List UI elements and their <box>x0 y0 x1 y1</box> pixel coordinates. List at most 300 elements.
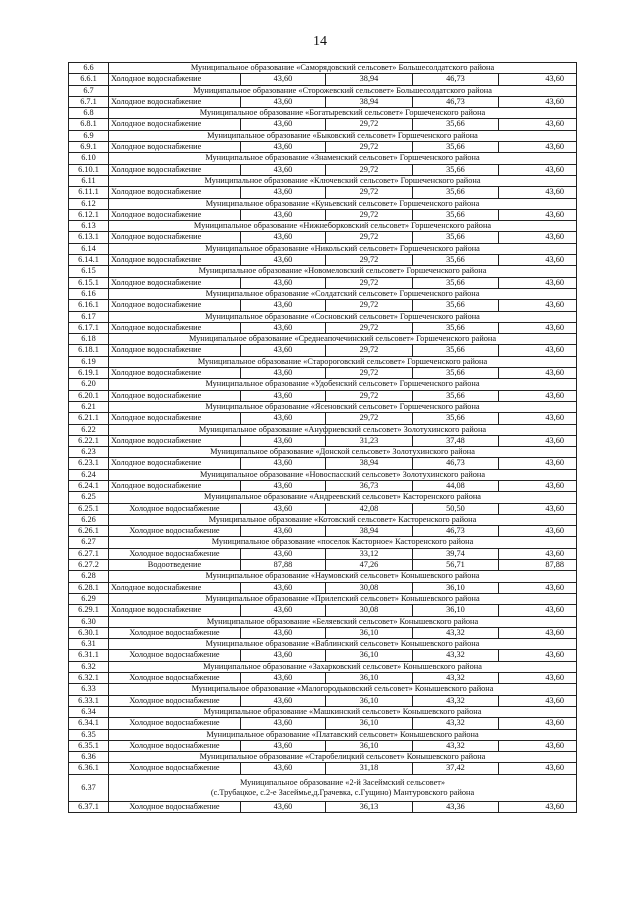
tariff-value: 43,60 <box>241 503 326 514</box>
tariff-value: 37,42 <box>413 763 499 774</box>
tariff-value: 43,60 <box>499 526 577 537</box>
service-name: Холодное водоснабжение <box>109 209 241 220</box>
service-name: Холодное водоснабжение <box>109 435 241 446</box>
service-row <box>69 300 577 311</box>
service-name: Холодное водоснабжение <box>109 142 241 153</box>
tariff-value: 35,66 <box>413 368 499 379</box>
tariff-value: 43,60 <box>241 164 326 175</box>
tariff-value: 38,94 <box>326 458 413 469</box>
tariff-value: 35,66 <box>413 164 499 175</box>
municipality-name: Муниципальное образование «Среднеапочечинский сельсовет» Горшеченского района <box>109 334 577 345</box>
municipality-name: Муниципальное образование «Новоспасский сельсовет» Золотухинского района <box>109 469 577 480</box>
municipality-name: Муниципальное образование «Платавский сельсовет» Конышевского района <box>109 729 577 740</box>
tariff-value: 43,60 <box>499 345 577 356</box>
tariff-value: 47,26 <box>326 560 413 571</box>
tariff-value: 43,60 <box>499 96 577 107</box>
row-number: 6.17.1 <box>69 322 109 333</box>
municipality-row <box>69 243 577 254</box>
service-name: Холодное водоснабжение <box>109 503 241 514</box>
municipality-row <box>69 684 577 695</box>
service-row <box>69 232 577 243</box>
tariff-value: 43,60 <box>499 255 577 266</box>
tariff-value: 43,60 <box>241 255 326 266</box>
municipality-row <box>69 469 577 480</box>
row-number: 6.6 <box>69 63 109 74</box>
tariff-value: 43,60 <box>499 435 577 446</box>
tariff-table-body <box>69 63 577 813</box>
municipality-name: Муниципальное образование «Знаменский сельсовет» Горшеченского района <box>109 153 577 164</box>
municipality-name: Муниципальное образование «Быковский сельсовет» Горшеченского района <box>109 130 577 141</box>
tariff-value: 35,66 <box>413 119 499 130</box>
service-name: Холодное водоснабжение <box>109 232 241 243</box>
service-name: Холодное водоснабжение <box>109 277 241 288</box>
service-row <box>69 801 577 812</box>
service-row <box>69 164 577 175</box>
tariff-value: 43,60 <box>241 605 326 616</box>
municipality-row <box>69 379 577 390</box>
service-name: Холодное водоснабжение <box>109 96 241 107</box>
municipality-name: Муниципальное образование «Богатыревский сельсовет» Горшеченского района <box>109 108 577 119</box>
tariff-value: 43,60 <box>499 368 577 379</box>
tariff-value: 43,60 <box>499 740 577 751</box>
tariff-value: 38,94 <box>326 526 413 537</box>
tariff-value: 43,60 <box>241 526 326 537</box>
service-name: Холодное водоснабжение <box>109 740 241 751</box>
municipality-name: Муниципальное образование «Малогородьковский сельсовет» Конышевского района <box>109 684 577 695</box>
tariff-value: 43,60 <box>499 458 577 469</box>
tariff-value: 43,32 <box>413 650 499 661</box>
municipality-name: Муниципальное образование «Беляевский сельсовет» Конышевского района <box>109 616 577 627</box>
row-number: 6.12 <box>69 198 109 209</box>
tariff-value: 43,60 <box>241 673 326 684</box>
tariff-value: 36,13 <box>326 801 413 812</box>
row-number: 6.26.1 <box>69 526 109 537</box>
municipality-row <box>69 153 577 164</box>
tariff-value: 43,60 <box>241 801 326 812</box>
municipality-name: Муниципальное образование «Прилепский сельсовет» Конышевского района <box>109 593 577 604</box>
tariff-value: 36,10 <box>413 582 499 593</box>
municipality-name: Муниципальное образование «Андреевский сельсовет» Касторенского района <box>109 492 577 503</box>
service-row <box>69 119 577 130</box>
row-number: 6.24 <box>69 469 109 480</box>
tariff-value: 36,10 <box>326 718 413 729</box>
tariff-value: 39,74 <box>413 548 499 559</box>
service-row <box>69 277 577 288</box>
row-number: 6.29 <box>69 593 109 604</box>
row-number: 6.18.1 <box>69 345 109 356</box>
row-number: 6.33.1 <box>69 695 109 706</box>
tariff-value: 43,60 <box>241 763 326 774</box>
tariff-value: 33,12 <box>326 548 413 559</box>
service-name: Холодное водоснабжение <box>109 650 241 661</box>
municipality-row <box>69 175 577 186</box>
tariff-value: 43,36 <box>413 801 499 812</box>
tariff-value: 43,60 <box>499 627 577 638</box>
tariff-value: 38,94 <box>326 96 413 107</box>
tariff-value: 87,88 <box>499 560 577 571</box>
municipality-row <box>69 571 577 582</box>
municipality-row <box>69 130 577 141</box>
row-number: 6.7.1 <box>69 96 109 107</box>
tariff-value: 43,60 <box>241 277 326 288</box>
tariff-value: 29,72 <box>326 413 413 424</box>
tariff-value: 43,60 <box>499 164 577 175</box>
row-number: 6.15.1 <box>69 277 109 288</box>
tariff-value: 43,32 <box>413 740 499 751</box>
municipality-name: Муниципальное образование «поселок Касторное» Касторенского района <box>109 537 577 548</box>
service-name: Холодное водоснабжение <box>109 390 241 401</box>
tariff-value: 31,23 <box>326 435 413 446</box>
municipality-row <box>69 401 577 412</box>
municipality-row <box>69 356 577 367</box>
tariff-value: 43,60 <box>241 435 326 446</box>
tariff-value: 43,32 <box>413 673 499 684</box>
tariff-value: 44,08 <box>413 480 499 491</box>
service-name: Холодное водоснабжение <box>109 187 241 198</box>
tariff-value: 29,72 <box>326 119 413 130</box>
service-name: Холодное водоснабжение <box>109 718 241 729</box>
row-number: 6.27.1 <box>69 548 109 559</box>
municipality-name: Муниципальное образование «Старороговский сельсовет» Горшеченского района <box>109 356 577 367</box>
service-row <box>69 503 577 514</box>
municipality-row <box>69 537 577 548</box>
municipality-row <box>69 63 577 74</box>
row-number: 6.20 <box>69 379 109 390</box>
tariff-value: 43,60 <box>241 548 326 559</box>
tariff-value: 43,60 <box>499 74 577 85</box>
tariff-value: 29,72 <box>326 277 413 288</box>
service-row <box>69 74 577 85</box>
municipality-row <box>69 221 577 232</box>
tariff-value: 43,60 <box>499 322 577 333</box>
tariff-value: 87,88 <box>241 560 326 571</box>
municipality-name: Муниципальное образование «Машкинский сельсовет» Конышевского района <box>109 706 577 717</box>
service-name: Холодное водоснабжение <box>109 164 241 175</box>
tariff-value: 43,60 <box>499 390 577 401</box>
tariff-value: 37,48 <box>413 435 499 446</box>
municipality-name: Муниципальное образование «Захарковский сельсовет» Конышевского района <box>109 661 577 672</box>
tariff-value: 29,72 <box>326 142 413 153</box>
tariff-value: 43,32 <box>413 718 499 729</box>
municipality-row <box>69 774 577 801</box>
tariff-value: 29,72 <box>326 187 413 198</box>
row-number: 6.22.1 <box>69 435 109 446</box>
municipality-row <box>69 334 577 345</box>
row-number: 6.6.1 <box>69 74 109 85</box>
municipality-name: Муниципальное образование «Донской сельсовет» Золотухинского района <box>109 447 577 458</box>
row-number: 6.30 <box>69 616 109 627</box>
tariff-value: 43,60 <box>499 277 577 288</box>
row-number: 6.37.1 <box>69 801 109 812</box>
row-number: 6.30.1 <box>69 627 109 638</box>
row-number: 6.25 <box>69 492 109 503</box>
service-name: Холодное водоснабжение <box>109 74 241 85</box>
row-number: 6.35 <box>69 729 109 740</box>
row-number: 6.14.1 <box>69 255 109 266</box>
service-row <box>69 582 577 593</box>
tariff-value: 43,60 <box>499 605 577 616</box>
municipality-row <box>69 639 577 650</box>
service-row <box>69 142 577 153</box>
tariff-value: 29,72 <box>326 390 413 401</box>
service-name: Холодное водоснабжение <box>109 526 241 537</box>
service-name: Холодное водоснабжение <box>109 605 241 616</box>
tariff-value: 43,60 <box>499 650 577 661</box>
row-number: 6.8 <box>69 108 109 119</box>
municipality-row <box>69 514 577 525</box>
tariff-value: 43,60 <box>499 413 577 424</box>
service-row <box>69 763 577 774</box>
tariff-value: 35,66 <box>413 322 499 333</box>
service-name: Холодное водоснабжение <box>109 763 241 774</box>
municipality-row <box>69 198 577 209</box>
tariff-value: 43,60 <box>241 740 326 751</box>
row-number: 6.29.1 <box>69 605 109 616</box>
row-number: 6.10.1 <box>69 164 109 175</box>
municipality-name-line2: (с.Трубацкое, с.2-е Засеймье,д.Грачевка, с.Гущино) Мантуровского района <box>210 787 475 797</box>
row-number: 6.8.1 <box>69 119 109 130</box>
municipality-row <box>69 593 577 604</box>
tariff-value: 43,60 <box>241 582 326 593</box>
row-number: 6.9.1 <box>69 142 109 153</box>
municipality-row <box>69 447 577 458</box>
tariff-value: 29,72 <box>326 164 413 175</box>
tariff-value: 43,60 <box>499 801 577 812</box>
service-name: Холодное водоснабжение <box>109 673 241 684</box>
tariff-table <box>68 62 577 813</box>
row-number: 6.33 <box>69 684 109 695</box>
tariff-value: 43,60 <box>241 413 326 424</box>
tariff-value: 43,60 <box>499 582 577 593</box>
tariff-value: 43,60 <box>241 119 326 130</box>
tariff-value: 43,60 <box>499 503 577 514</box>
tariff-value: 42,08 <box>326 503 413 514</box>
service-row <box>69 627 577 638</box>
row-number: 6.23.1 <box>69 458 109 469</box>
tariff-value: 43,60 <box>241 232 326 243</box>
tariff-value: 35,66 <box>413 209 499 220</box>
service-row <box>69 435 577 446</box>
municipality-name: Муниципальное образование «Куньевский сельсовет» Горшеченского района <box>109 198 577 209</box>
tariff-value: 29,72 <box>326 322 413 333</box>
municipality-row <box>69 752 577 763</box>
service-row <box>69 548 577 559</box>
row-number: 6.32 <box>69 661 109 672</box>
service-name: Холодное водоснабжение <box>109 695 241 706</box>
municipality-row <box>69 85 577 96</box>
row-number: 6.7 <box>69 85 109 96</box>
tariff-value: 30,08 <box>326 605 413 616</box>
tariff-value: 46,73 <box>413 96 499 107</box>
tariff-value: 43,60 <box>499 300 577 311</box>
service-row <box>69 480 577 491</box>
tariff-value: 36,10 <box>326 627 413 638</box>
service-name: Холодное водоснабжение <box>109 368 241 379</box>
row-number: 6.35.1 <box>69 740 109 751</box>
row-number: 6.20.1 <box>69 390 109 401</box>
tariff-value: 29,72 <box>326 232 413 243</box>
service-name: Холодное водоснабжение <box>109 548 241 559</box>
row-number: 6.27 <box>69 537 109 548</box>
tariff-value: 43,60 <box>241 300 326 311</box>
tariff-value: 43,60 <box>241 74 326 85</box>
tariff-value: 43,60 <box>499 187 577 198</box>
row-number: 6.36.1 <box>69 763 109 774</box>
service-row <box>69 458 577 469</box>
tariff-value: 29,72 <box>326 255 413 266</box>
tariff-value: 35,66 <box>413 187 499 198</box>
row-number: 6.36 <box>69 752 109 763</box>
tariff-value: 35,66 <box>413 390 499 401</box>
row-number: 6.22 <box>69 424 109 435</box>
tariff-value: 50,50 <box>413 503 499 514</box>
tariff-value: 35,66 <box>413 142 499 153</box>
tariff-value: 43,60 <box>499 480 577 491</box>
municipality-name: Муниципальное образование «Новомеловский сельсовет» Горшеченского района <box>109 266 577 277</box>
service-row <box>69 209 577 220</box>
municipality-row <box>69 424 577 435</box>
service-name: Холодное водоснабжение <box>109 627 241 638</box>
service-name: Холодное водоснабжение <box>109 582 241 593</box>
row-number: 6.18 <box>69 334 109 345</box>
service-name: Холодное водоснабжение <box>109 801 241 812</box>
municipality-row <box>69 492 577 503</box>
service-name: Холодное водоснабжение <box>109 300 241 311</box>
municipality-row <box>69 266 577 277</box>
municipality-name: Муниципальное образование «Наумовский сельсовет» Конышевского района <box>109 571 577 582</box>
municipality-row <box>69 311 577 322</box>
row-number: 6.37 <box>69 774 109 801</box>
row-number: 6.25.1 <box>69 503 109 514</box>
municipality-name <box>109 774 577 801</box>
tariff-value: 43,60 <box>241 627 326 638</box>
tariff-value: 56,71 <box>413 560 499 571</box>
service-name: Холодное водоснабжение <box>109 322 241 333</box>
municipality-row <box>69 108 577 119</box>
tariff-value: 35,66 <box>413 413 499 424</box>
tariff-value: 29,72 <box>326 300 413 311</box>
row-number: 6.17 <box>69 311 109 322</box>
service-row <box>69 673 577 684</box>
tariff-value: 43,60 <box>241 650 326 661</box>
row-number: 6.21 <box>69 401 109 412</box>
service-row <box>69 255 577 266</box>
row-number: 6.12.1 <box>69 209 109 220</box>
tariff-value: 29,72 <box>326 368 413 379</box>
tariff-value: 36,10 <box>326 695 413 706</box>
tariff-value: 35,66 <box>413 277 499 288</box>
row-number: 6.26 <box>69 514 109 525</box>
service-name: Холодное водоснабжение <box>109 119 241 130</box>
service-row <box>69 560 577 571</box>
municipality-name: Муниципальное образование «Сосновский сельсовет» Горшеченского района <box>109 311 577 322</box>
municipality-name: Муниципальное образование «Котовский сельсовет» Касторенского района <box>109 514 577 525</box>
service-row <box>69 605 577 616</box>
tariff-value: 43,32 <box>413 695 499 706</box>
service-row <box>69 322 577 333</box>
tariff-value: 43,60 <box>241 390 326 401</box>
service-name: Холодное водоснабжение <box>109 480 241 491</box>
row-number: 6.28.1 <box>69 582 109 593</box>
tariff-value: 38,94 <box>326 74 413 85</box>
tariff-value: 36,10 <box>326 673 413 684</box>
tariff-value: 35,66 <box>413 345 499 356</box>
municipality-name-line1: Муниципальное образование «2-й Засеймский сельсовет» <box>239 777 446 787</box>
service-row <box>69 526 577 537</box>
row-number: 6.21.1 <box>69 413 109 424</box>
tariff-value: 35,66 <box>413 255 499 266</box>
tariff-value: 43,60 <box>499 548 577 559</box>
row-number: 6.19 <box>69 356 109 367</box>
row-number: 6.27.2 <box>69 560 109 571</box>
row-number: 6.16 <box>69 288 109 299</box>
municipality-row <box>69 616 577 627</box>
service-row <box>69 740 577 751</box>
tariff-value: 36,10 <box>326 650 413 661</box>
tariff-value: 43,60 <box>499 142 577 153</box>
tariff-value: 43,60 <box>241 142 326 153</box>
tariff-value: 43,60 <box>499 763 577 774</box>
tariff-value: 43,60 <box>499 232 577 243</box>
service-row <box>69 345 577 356</box>
municipality-name: Муниципальное образование «Солдатский сельсовет» Горшеченского района <box>109 288 577 299</box>
tariff-value: 43,60 <box>241 458 326 469</box>
tariff-value: 43,60 <box>241 322 326 333</box>
municipality-name: Муниципальное образование «Саморядовский сельсовет» Большесолдатского района <box>109 63 577 74</box>
service-row <box>69 187 577 198</box>
tariff-value: 43,60 <box>499 209 577 220</box>
row-number: 6.24.1 <box>69 480 109 491</box>
row-number: 6.14 <box>69 243 109 254</box>
service-name: Холодное водоснабжение <box>109 255 241 266</box>
tariff-value: 46,73 <box>413 526 499 537</box>
tariff-value: 36,10 <box>326 740 413 751</box>
tariff-value: 43,60 <box>241 345 326 356</box>
municipality-row <box>69 729 577 740</box>
row-number: 6.31.1 <box>69 650 109 661</box>
row-number: 6.15 <box>69 266 109 277</box>
service-name: Холодное водоснабжение <box>109 413 241 424</box>
row-number: 6.13 <box>69 221 109 232</box>
municipality-name: Муниципальное образование «Ануфриевский сельсовет» Золотухинского района <box>109 424 577 435</box>
row-number: 6.34 <box>69 706 109 717</box>
row-number: 6.10 <box>69 153 109 164</box>
tariff-value: 46,73 <box>413 74 499 85</box>
row-number: 6.32.1 <box>69 673 109 684</box>
row-number: 6.16.1 <box>69 300 109 311</box>
municipality-name: Муниципальное образование «Удобенский сельсовет» Горшеченского района <box>109 379 577 390</box>
tariff-value: 43,60 <box>499 695 577 706</box>
municipality-name: Муниципальное образование «Нижнеборковский сельсовет» Горшеченского района <box>109 221 577 232</box>
tariff-value: 43,60 <box>241 368 326 379</box>
service-row <box>69 695 577 706</box>
tariff-value: 43,60 <box>241 187 326 198</box>
municipality-row <box>69 288 577 299</box>
row-number: 6.11.1 <box>69 187 109 198</box>
service-row <box>69 368 577 379</box>
row-number: 6.31 <box>69 639 109 650</box>
service-name: Холодное водоснабжение <box>109 458 241 469</box>
row-number: 6.9 <box>69 130 109 141</box>
tariff-value: 43,60 <box>241 96 326 107</box>
municipality-name: Муниципальное образование «Никольский сельсовет» Горшеченского района <box>109 243 577 254</box>
tariff-value: 43,60 <box>241 718 326 729</box>
row-number: 6.13.1 <box>69 232 109 243</box>
service-row <box>69 96 577 107</box>
service-row <box>69 413 577 424</box>
municipality-row <box>69 706 577 717</box>
municipality-name: Муниципальное образование «Старобелицкий сельсовет» Конышевского района <box>109 752 577 763</box>
